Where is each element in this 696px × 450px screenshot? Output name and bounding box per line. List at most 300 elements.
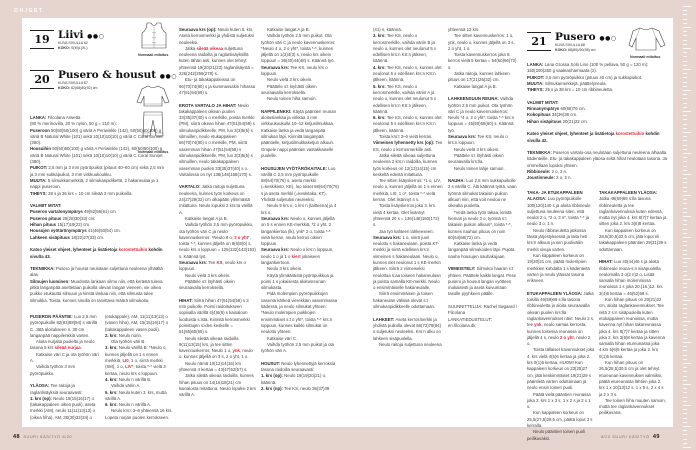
highlighted-term: 2 o yht bbox=[234, 234, 249, 240]
highlighted-term: 2 o yht bbox=[559, 334, 574, 340]
bold-text: Viimeinen lyhennetty krs (op): bbox=[373, 140, 436, 146]
fit-label: Normaali mitoitus bbox=[138, 53, 169, 57]
paragraph bbox=[30, 279, 167, 304]
text-column-b bbox=[105, 314, 173, 421]
ruler-tick bbox=[683, 422, 687, 423]
paragraph bbox=[527, 392, 595, 411]
paragraph bbox=[373, 33, 443, 64]
ruler-tick bbox=[683, 136, 687, 137]
ruler-tick bbox=[683, 182, 687, 183]
paragraph bbox=[527, 410, 595, 429]
paragraph bbox=[30, 247, 167, 260]
paragraph bbox=[373, 203, 443, 228]
title-text: Liivi bbox=[58, 29, 84, 41]
body-text: 3,5 mm pyöröpuikko (pituus 40 cm) ja sukkapuikot. bbox=[545, 74, 643, 80]
body-text: Neulo nurin. bbox=[118, 332, 143, 338]
ruler-tick bbox=[683, 170, 687, 171]
body-text: Toista lisäyskerros joka 3. krs vielä 4 kertaa. Olet lisännyt yhteensä 20 s = 136(148)160(172) s. bbox=[373, 203, 440, 228]
bold-text: VALMIIT MITAT: bbox=[30, 203, 62, 209]
body-text: Kun hihan pituus on 20(21)22 cm, aloita raglankavennukset. Tee niitä 2 s:n sisäpuolella kuten etukappaleen reunoissa, mutta kavenna nyt hihan takareunassa joka 4. krs 8(7)7 kertaa ja sitten joka 2. krs 3(6)8 kertaa ja kavenna samalla hihan etureunassa joka 4.krs 5(6)5 kertaa ja joka 2. krs 0(1)5 kertaa. bbox=[599, 297, 665, 359]
ruler-tick bbox=[683, 392, 687, 393]
body-text: LANKATIEDUSTELUT: en.filcolana.dk bbox=[448, 316, 492, 328]
ruler-tick bbox=[683, 418, 687, 419]
paragraph bbox=[448, 178, 518, 209]
ruler-tick bbox=[683, 56, 687, 57]
paragraph bbox=[30, 339, 100, 352]
bold-text: TAKA- JA ETUKAPPALEEN ALAOSA: bbox=[527, 190, 583, 202]
bold-text: HOUSUT: bbox=[261, 360, 282, 366]
body-text: , neulo krs o loppuun. bbox=[179, 259, 246, 272]
paragraph bbox=[599, 228, 667, 253]
paragraph bbox=[30, 128, 167, 147]
bold-text: 6. krs: bbox=[373, 115, 387, 121]
ruler-tick bbox=[683, 23, 687, 24]
pattern-number: 20 bbox=[30, 70, 54, 89]
ruler-tick bbox=[683, 376, 687, 377]
bold-text: 1. krs (op): bbox=[261, 373, 285, 379]
vest-drawing bbox=[140, 22, 168, 50]
body-text: Toista tällaiset kavennukset joka 4. krs vielä 4(5)6 kertaa ja joka 2. krs 0(1)5 kertaa. HUOM! Kun kappaleen korkeus on 23(25)27 cm, jätä keskimmäiset 19(21)29 s pääntietä varten odottamaan ja neulo ensin toinen puoli. bbox=[527, 347, 595, 391]
bold-text: Hihan sisäpituus bbox=[527, 118, 563, 124]
photo-page: KUVA SIVULLA 62 bbox=[58, 41, 88, 45]
body-text: Luo 2,5 mm sukkapuikolle 3 s värillä C. Älä käännä työtä, vaan työnnä silmukat takaisin puikon alkuun niin, että voit neuloa ne oikealta puolelta. bbox=[448, 178, 517, 209]
ruler-tick bbox=[683, 48, 691, 49]
ruler-tick bbox=[683, 401, 687, 402]
paragraph bbox=[527, 62, 669, 75]
paragraph bbox=[261, 216, 339, 247]
paragraph bbox=[30, 352, 100, 365]
bold-text: PUSERON PÄÄNTIE: bbox=[30, 314, 74, 319]
ruler-tick bbox=[683, 69, 691, 70]
body-text: Silmukamerkkejä, päättelyneula. bbox=[544, 80, 607, 86]
body-text: Siirrä hihan 47(51)54(59) s 3 mm puikolle. Poimi raidoitukseen sopivalla värillä 4(4)6(6) s kainaloon luoduista s:ista. Kiinnitä kerrosmerkki poimittujen s:iden keskelle = 51(55)60(65) s. bbox=[179, 297, 250, 335]
paragraph bbox=[179, 279, 257, 292]
body-text: Kun hihan pituus on 26,5(28,5)30,5 cm ja olet tehnyt etureunan kavennukset valmiiksi, päätä etureunasta lähtien joka 2. krs 1 x 10(13)12 s, 1 x 5 s, 2 x 4 s ja 2 x 3 s. bbox=[599, 360, 664, 397]
body-text: , neulo 2 o. bbox=[527, 334, 591, 347]
highlighted-term: ynk bbox=[232, 348, 240, 354]
ruler-tick bbox=[683, 317, 687, 318]
body-text: Neulo vielä 3 krs oikein. bbox=[267, 77, 313, 83]
paragraph bbox=[261, 109, 339, 159]
paragraph bbox=[373, 115, 443, 134]
body-text: suljettuna neuleena raidoilla ja raglanlisäyksillä kuten tähän asti, kunnes olet tehnyt yhteensä 18(20)21(23) raglanlisäystä = 226(242)256(278) s. bbox=[179, 45, 254, 77]
body-text: Tee KS, neulo o krs:n loppuun. bbox=[448, 134, 508, 146]
ruler-tick bbox=[683, 119, 687, 120]
ruler-tick bbox=[683, 388, 687, 389]
body-text: SUUNNITTELIJA: Rachel Søgaard / Filcolana bbox=[448, 304, 518, 316]
paragraph bbox=[179, 103, 257, 179]
body-text: Pidä molempien pyöröpuikkojen vasenta kärkeä vierekkäin vasemmassa kädessä, ja neulo silmukat yhteen: *Neulo molempien puikkojen ensimmäiset s:t o yht*, toista *-* krs:n loppuun, kunnes kaikki silmukat on neulottu yhteen. bbox=[261, 291, 338, 335]
ruler-tick bbox=[683, 350, 687, 351]
ruler-tick bbox=[683, 153, 691, 154]
ruler-tick bbox=[683, 157, 687, 158]
bold-text: kohdin sivulla 42. bbox=[527, 131, 660, 143]
footer-right bbox=[601, 434, 660, 440]
ruler-tick bbox=[683, 258, 691, 259]
ruler-tick bbox=[683, 279, 691, 280]
ruler-tick bbox=[683, 203, 687, 204]
paragraph bbox=[448, 241, 518, 260]
bold-text: TIHEYS: bbox=[527, 87, 546, 93]
paragraph bbox=[30, 165, 167, 178]
body-text: , neulo o, kunnes jäljellä on 3 s, 2 o yht, 1 o. bbox=[179, 348, 253, 360]
pattern-20-intro bbox=[30, 115, 167, 304]
paragraph bbox=[261, 291, 339, 335]
paragraph bbox=[527, 175, 669, 181]
body-text: Tee bbox=[208, 259, 217, 265]
body-text: 41(46)50(54) cm. bbox=[87, 228, 121, 234]
ruler-tick bbox=[683, 338, 687, 339]
body-text: Tee sitten kavennuskerros: 1 o, ynk, neulo o, kunnes jäljellä on 3 s, 2 o yht, 1 o. bbox=[448, 33, 515, 51]
ruler-tick bbox=[683, 447, 691, 448]
ruler-tick bbox=[683, 174, 691, 175]
body-text: 25 s ja 38 krs = 10 cm ribbineuletta. bbox=[545, 87, 614, 93]
text-column-a bbox=[30, 314, 100, 421]
paragraph bbox=[527, 347, 595, 391]
body-text: Jatka raitoja suljettuna neuleena, kunnes työn korkeus on 24(27)29(32) cm olkapään ylimmästä mitattuna. Neulo lopuksi 2 krs:ta värillä A. bbox=[179, 184, 253, 215]
ruler-tick bbox=[683, 44, 687, 45]
body-text: *Vedä lanka työn takaa, kiristä hieman ja neulo 3 o, työnnä s:t takaisin puikon alkuun*, toista *-*, kunnes nauhan pituus on noin 60(64)68(72) cm. bbox=[448, 209, 512, 240]
body-text: Neulo toinen hiha samoin. bbox=[267, 96, 317, 102]
ruler-tick bbox=[683, 384, 691, 385]
difficulty-rating: ●●○ bbox=[599, 35, 617, 42]
body-text: 15(17)19(22) cm. bbox=[57, 222, 91, 228]
paragraph bbox=[373, 140, 443, 153]
body-text: Jaa työ kahteen lahkeeseen: bbox=[379, 228, 434, 234]
ruler-tick bbox=[683, 430, 687, 431]
ruler-tick bbox=[683, 405, 691, 406]
paragraph bbox=[599, 259, 667, 297]
ruler-tick bbox=[683, 308, 687, 309]
body-text: Jatka 49(59)69 s:lla tasona ribbineuletta ja tee raglankavennuksia kuten edessä, mutta nyt joka 4. krs 8(7)7 kertaa ja sitten joka 2. krs 3(6)8 kertaa. bbox=[599, 196, 667, 227]
body-text: Luo 40(44)46 s ja aloita ribbineule reuna-s:n sisäpuolella neulomalla 3 o(2 n)2 o. Lisää samalla hihan molemmissa reunoissa 1 s joka 20.(16.)12. krs 3(4)6 kertaa = 46(52)58 s. bbox=[599, 259, 663, 296]
paragraph bbox=[179, 298, 257, 336]
highlighted-term: KS bbox=[216, 259, 223, 265]
highlighted-term: korostettuihin bbox=[615, 131, 645, 137]
body-text: 50(50)50(100) g väriä A Periwinkle (142), 50(50)50(100) g väriä B Natural White (101) sekä 10(10)10(10) g väriä C Coral Sunset (380). bbox=[30, 146, 163, 165]
text-column-g bbox=[527, 190, 595, 442]
ruler-tick bbox=[683, 40, 687, 41]
paragraph bbox=[527, 131, 669, 144]
body-text: , 1 o, siirrä merkki (SM), 1 o, bbox=[105, 358, 163, 370]
photo-page: KUVA SIVULLA 67 bbox=[58, 81, 88, 85]
pattern-number: 21 bbox=[527, 32, 551, 51]
ruler-tick bbox=[683, 6, 691, 7]
body-text: Toista krs:t 3–6 vielä kerran. bbox=[379, 134, 433, 140]
ruler-tick bbox=[683, 325, 687, 326]
body-text: Aseta kerrosmerkki ja yhdistä puikolla olevat 66(72)78(84) s suljetuksi neuleeksi. Krs:n alku on lahkeen sisäpuolella. bbox=[373, 316, 442, 341]
body-text: Neulo krs:t 3–6 yhteensä 16 krs. Lopeta nurjan puolen kerrokseen. bbox=[105, 408, 173, 420]
bold-text: HIHAT: bbox=[599, 259, 614, 265]
bold-text: YLÄOSA: bbox=[30, 383, 51, 389]
paragraph bbox=[179, 184, 257, 215]
body-text: 49(52)56(61) cm. bbox=[83, 209, 117, 215]
bold-text: Hihan pituus bbox=[30, 222, 58, 228]
highlighted-term: ynk bbox=[534, 322, 542, 328]
size-value: S(M)L(XL) bbox=[70, 46, 88, 50]
ruler-tick bbox=[683, 35, 687, 36]
body-text: 18(22)27(33) cm. bbox=[71, 234, 105, 240]
body-text: Neulo n värillä A. bbox=[118, 402, 152, 408]
paragraph bbox=[179, 27, 257, 46]
paragraph bbox=[30, 383, 100, 396]
paragraph bbox=[179, 222, 257, 260]
ruler-tick bbox=[683, 161, 687, 162]
paragraph bbox=[448, 52, 518, 71]
ruler-tick bbox=[683, 31, 687, 32]
highlighted-term: LIV bbox=[125, 364, 132, 370]
bold-text: Housujen vyötärönympärys bbox=[30, 228, 88, 234]
ruler-tick bbox=[683, 363, 691, 364]
bold-text: 5. krs: bbox=[105, 389, 119, 395]
body-text: 20(21)22 cm. bbox=[562, 118, 588, 124]
bold-text: Seuraava krs: bbox=[261, 215, 291, 221]
body-text: Tee KS, neulo 35(37)39 bbox=[284, 385, 330, 391]
ruler-tick bbox=[683, 115, 687, 116]
highlighted-term: sileää oikeaa bbox=[196, 45, 223, 51]
bold-text: 6. krs: bbox=[105, 402, 119, 408]
paragraph bbox=[373, 235, 443, 292]
body-text: yhteensä 13 krs. bbox=[448, 27, 480, 32]
bold-text: VIIMEISTELY: bbox=[448, 266, 477, 272]
highlighted-term: LI0 bbox=[122, 358, 129, 364]
paragraph bbox=[448, 33, 518, 52]
bold-text: NAPPILENKKI: bbox=[261, 108, 293, 114]
ruler-tick bbox=[683, 250, 687, 251]
body-text: *, toista *-*, kunnes jäljellä on 8(6)8(0) s, neulo krs o loppuun = 125(132)143(153) s. Käännä työ. bbox=[179, 234, 256, 259]
bold-text: TEKNIIKKA: bbox=[527, 150, 554, 156]
body-text: Päättele s:t löyhästi oikein seuraavalla kerroksella. bbox=[261, 83, 317, 95]
ruler-tick bbox=[683, 149, 687, 150]
paragraph bbox=[261, 247, 339, 266]
bold-text: Lahkeen sisäpituus bbox=[30, 234, 72, 240]
body-text: Tee KS, neulo o kerrosmerkille asti. bbox=[373, 140, 443, 152]
paragraph bbox=[448, 266, 518, 297]
page-number: 49 bbox=[652, 434, 660, 440]
body-text: 50(50)50(100) g väriä A Periwinkle (142), 50(50)50(100) g väriä B Natural White (101) sekä 10(10)10(10) g väriä C Coral Sunset (380). bbox=[30, 127, 163, 146]
paragraph bbox=[448, 71, 518, 84]
body-text: Jatka raitoja, kunnes lahkeen pituus on 17(21)26(32) cm. bbox=[448, 71, 510, 83]
ruler-tick bbox=[683, 229, 687, 230]
body-text: (etukappale), AM, 11(11)13(13) o (vasen hiha), AM, 15(15)16(17) o (takakappaleen vasen puoli). bbox=[105, 314, 169, 332]
body-text: Vaihda työhön 2,5 mm puikot. Ota työhön väri C ja neulo kavennuskerros: *Neulo 4 o, 2 o yht*, toista *-*, kunnes jäljellä on 1(3)4(3) s, neulo krs oikein loppuun = 36(40)44(48) s. Käännä työ. bbox=[261, 33, 336, 64]
bold-text: ETUKAPPALEEN YLÄOSA: bbox=[527, 290, 584, 296]
bold-text: MUUTA: bbox=[30, 177, 48, 183]
bold-text: Seuraava krs: bbox=[261, 247, 291, 253]
bold-text: TEKNIIKKA: bbox=[30, 266, 57, 272]
paragraph bbox=[261, 386, 339, 392]
ruler-tick bbox=[683, 10, 687, 11]
body-text: Vaihda työhön 3 mm pyöröpuikko. bbox=[30, 364, 76, 376]
paragraph bbox=[261, 373, 339, 386]
ruler-tick bbox=[683, 14, 687, 15]
bold-text: PUIKOT: bbox=[30, 165, 49, 171]
bold-text: Seuraava krs: bbox=[261, 64, 291, 70]
pattern-title bbox=[58, 69, 177, 81]
paragraph bbox=[599, 398, 667, 417]
ruler-tick bbox=[683, 220, 687, 221]
bold-text: VARTALO: bbox=[179, 184, 202, 190]
paragraph bbox=[105, 314, 173, 333]
paragraph bbox=[261, 65, 339, 78]
magazine-name: SUURI KÄSITYÖ 8/20 bbox=[23, 434, 73, 439]
bold-text: EROTA VARTALO JA HIHAT: bbox=[179, 102, 238, 108]
paragraph bbox=[448, 304, 518, 317]
paragraph bbox=[261, 273, 339, 292]
paragraph bbox=[261, 203, 339, 216]
size-value: 62(68)80(92) cm bbox=[70, 86, 98, 90]
text-column-h bbox=[599, 190, 667, 417]
ruler-tick bbox=[683, 296, 687, 297]
ruler-tick bbox=[683, 413, 687, 414]
ruler-tick bbox=[683, 187, 687, 188]
body-text: Vaihda työhön 2,5 mm pyöröpuikko, ota työhön väri C ja neulo kavennuskerros: *Neulo 8 o, bbox=[179, 222, 254, 240]
body-text: Päätä vielä pääntien reunassa joka 2. krs 1 x 3 s, 1 x 2 s ja 2 x 1 s. bbox=[527, 391, 591, 410]
ruler-tick bbox=[683, 275, 687, 276]
text-column-c bbox=[179, 27, 257, 399]
paragraph bbox=[373, 342, 443, 348]
ruler-tick bbox=[683, 241, 687, 242]
body-text: Neulo 9 krs o, 1 krs n (taitteena) ja 4 krs o. bbox=[261, 203, 337, 215]
body-text: Neulo kuten 5. krs. Aseta kerrosmerkki ja yhdistä suljetuksi neuleeksi. bbox=[179, 27, 254, 45]
ruler-tick bbox=[683, 65, 687, 66]
body-text: Jatka sileää oikeaa suljettuna neuleena 2 krs:n raidoilla, kunnes työn korkeus on 12(13)14(15) cm keskeltä edestä mitattuna. bbox=[373, 152, 438, 177]
ruler-tick bbox=[683, 52, 687, 53]
bold-text: TAKAKAPPALEEN YLÄOSA: bbox=[599, 190, 658, 195]
ruler-tick bbox=[683, 397, 687, 398]
body-text: 2,5 mm ja 3 mm pyöröpuikot (pituus 40–60 cm) sekä 2,5 mm ja 3 mm sukkapuikot, 3 mm virkkuukoukku. bbox=[30, 165, 164, 177]
bold-text: kohdin sivulta 43. bbox=[30, 247, 163, 259]
ruler-tick bbox=[683, 27, 691, 28]
pattern-title bbox=[58, 29, 104, 41]
bold-text: Katso yleiset ohjeet, lyhenteet ja lisätietoja bbox=[527, 131, 616, 137]
body-text: Tee KS, neulo krs o loppuun. bbox=[261, 64, 328, 77]
paragraph bbox=[105, 390, 173, 403]
difficulty-rating: ●●○ bbox=[87, 33, 105, 40]
body-text: Tee KS, neulo o kerrosmerkille, vaihda väriin A ja neulo o, kunnes olet neulonut 5 s edellisen krs:n KS:n jälkeen, käännä. bbox=[373, 83, 437, 114]
ruler-tick bbox=[683, 195, 691, 196]
bold-text: PUIKOT: bbox=[527, 74, 546, 80]
body-text: Katkaise väri C. bbox=[267, 335, 298, 341]
paragraph bbox=[179, 77, 257, 96]
paragraph bbox=[179, 361, 257, 374]
fit-label: Normaali mitoitus bbox=[630, 55, 661, 59]
body-text: (80 % merinovilla, 20 % nylon, 50 g = 210 m): bbox=[30, 121, 117, 127]
body-text: Pusero ja housut neulotaan suljettuna neuleena ylhäältä alas. bbox=[30, 266, 163, 278]
paragraph bbox=[448, 96, 518, 134]
ruler-tick bbox=[683, 443, 687, 444]
body-text: Siirrä ensimmäisen ja toisen hakaneulan välissä olevat s:t silmukanpidikkeelle odottamaan. bbox=[373, 291, 436, 310]
ruler-tick bbox=[683, 439, 687, 440]
bold-text: TIHEYS: bbox=[30, 190, 49, 196]
page-number: 48 bbox=[13, 434, 21, 440]
body-text: Lana Grossa Solo Lino (100 % pellava, 50 g = 120 m): 150(200)250 g vaaleanharmaata (2). bbox=[527, 62, 649, 74]
paragraph bbox=[373, 317, 443, 342]
footer-left bbox=[13, 434, 72, 440]
title-text: Pusero bbox=[555, 31, 596, 43]
ruler-tick bbox=[683, 287, 687, 288]
text-column-d bbox=[261, 27, 339, 392]
body-text: 5 silmukkamerkkiä, 2 silmukanpidikettä, 2 hakaneulaa ja 1 nappi puseroon. bbox=[30, 177, 159, 190]
bold-text: LAHKEET: bbox=[373, 316, 396, 322]
ruler-tick bbox=[683, 77, 687, 78]
body-text: Tee KS, neulo n, kunnes olet neulonut 5 s edellisen krs:n KS:n jälkeen, käännä. bbox=[373, 64, 442, 83]
ruler-tick bbox=[683, 300, 691, 301]
bold-text: VALMIIT MITAT: bbox=[527, 99, 559, 105]
ruler-tick bbox=[683, 124, 687, 125]
body-text: Katkaise langat A ja B. bbox=[267, 27, 310, 32]
body-text: Neulo pääntien toinen puoli peilikuvaksi. bbox=[527, 429, 586, 441]
bold-text: 5. krs: bbox=[373, 83, 387, 89]
body-text: Päättele s:t löyhästi oikein seuraavalla krs:lla. bbox=[448, 152, 504, 165]
paragraph bbox=[30, 396, 100, 421]
body-text: . bbox=[80, 345, 82, 351]
body-text: Päättele s:t löyhästi oikein seuraavalla kerroksella. bbox=[179, 278, 235, 291]
body-text: Neulo raitoja suljettuna neuleena bbox=[379, 341, 442, 347]
paragraph bbox=[448, 134, 518, 147]
body-text: Jatka toisilla 49(59)69 s:lla tasona ribbineuletta ja aloita seuraavalla oikean puolen krs:lla raglankavennukset näin: Neulo 2 s, tee bbox=[527, 290, 595, 328]
ruler-tick bbox=[683, 103, 687, 104]
bold-text: Puseron pituus bbox=[30, 215, 63, 221]
bold-text: Puseroon bbox=[30, 127, 52, 133]
size-label: KOKO: bbox=[555, 48, 567, 52]
body-text: Filcolana Arwetta bbox=[47, 115, 81, 120]
paragraph bbox=[373, 65, 443, 84]
bold-text: NAUHA: bbox=[448, 178, 467, 184]
paragraph bbox=[599, 190, 667, 228]
ruler-tick bbox=[683, 321, 691, 322]
bold-text: Puseron vartalonympärys bbox=[30, 209, 84, 215]
paragraph bbox=[261, 361, 339, 374]
ruler-tick bbox=[683, 409, 687, 410]
ruler-tick bbox=[683, 262, 687, 263]
ruler-tick bbox=[683, 292, 687, 293]
body-text: Neulo n värillä B. bbox=[118, 376, 152, 382]
paragraph bbox=[448, 317, 518, 330]
bold-text: Kokopituus bbox=[527, 112, 552, 118]
body-text: Neulo 3 krs oikein. bbox=[267, 266, 303, 272]
paragraph bbox=[527, 253, 595, 284]
ruler-tick bbox=[683, 434, 687, 435]
ruler-tick bbox=[683, 334, 687, 335]
size-value: 68(80)/90(98) cm bbox=[567, 48, 596, 52]
bold-text: Seuraava krs: bbox=[179, 259, 209, 265]
ruler-tick bbox=[683, 61, 687, 62]
body-text: jokaiseen langankiertoon. bbox=[261, 253, 321, 265]
ruler-tick bbox=[683, 140, 687, 141]
photo-page: KUVA SIVULLA 68 bbox=[555, 43, 585, 47]
highlighted-term: sileää nurjaa bbox=[54, 345, 81, 351]
difficulty-rating: ●●○ bbox=[159, 73, 177, 80]
paragraph bbox=[30, 314, 100, 339]
ruler-tick bbox=[683, 90, 691, 91]
ruler-tick bbox=[683, 254, 687, 255]
highlighted-term: korostettuihin bbox=[118, 247, 148, 253]
bold-text: MUUTA: bbox=[527, 80, 545, 86]
paragraph bbox=[179, 260, 257, 273]
bold-text: Seuraava krs: bbox=[448, 134, 478, 140]
ruler-tick bbox=[683, 132, 691, 133]
paragraph bbox=[527, 291, 595, 348]
ruler-tick bbox=[683, 283, 687, 284]
ruler-tick bbox=[683, 191, 687, 192]
body-text: *, toista *-* vielä 3 kertaa, neulo krs o loppuun. bbox=[105, 364, 166, 376]
paragraph bbox=[261, 33, 339, 64]
ruler-tick bbox=[683, 266, 687, 267]
bold-text: Seuraava krs: bbox=[373, 234, 403, 240]
size-label: KOKO: bbox=[58, 86, 70, 90]
title-text: Pusero & housut bbox=[58, 69, 157, 81]
